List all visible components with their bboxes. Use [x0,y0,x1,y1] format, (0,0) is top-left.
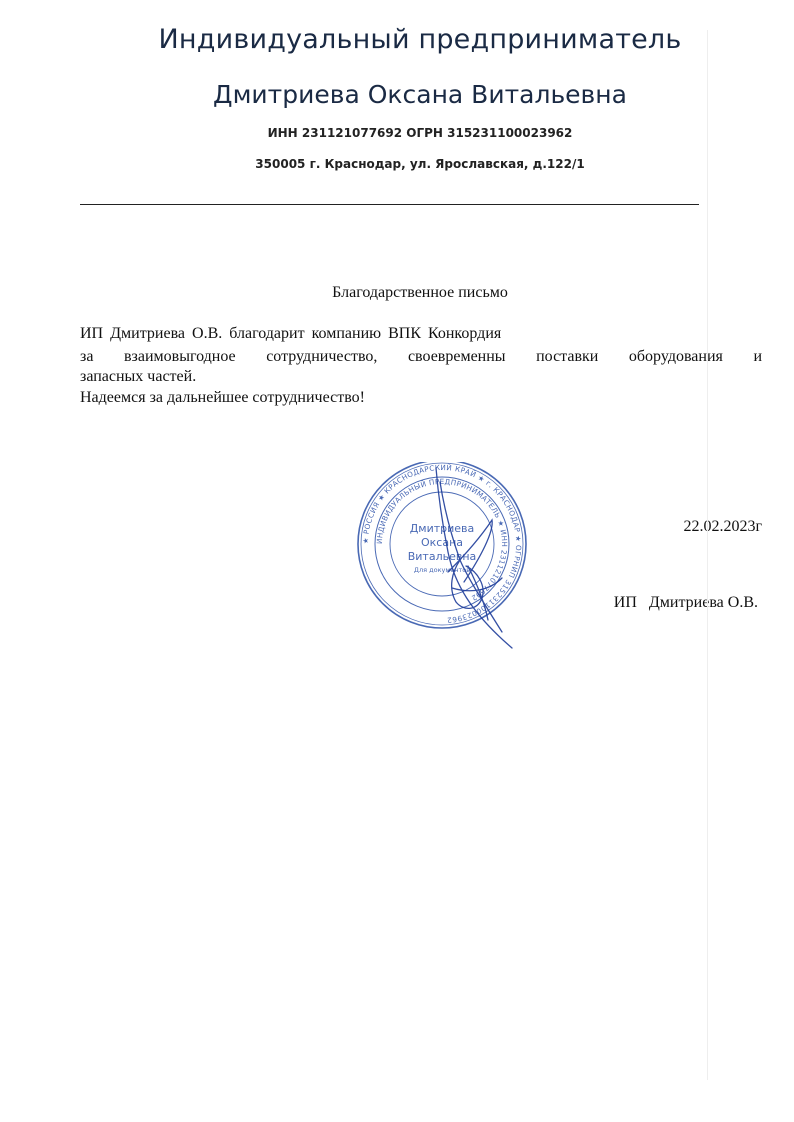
body-line-2: за взаимовыгодное сотрудничество, своевременны поставки оборудования и [80,348,762,365]
letterhead-address: 350005 г. Краснодар, ул. Ярославская, д.122/1 [255,157,585,171]
letterhead-title: Индивидуальный предприниматель [158,24,682,55]
stamp-center-line-2: Оксана [420,536,464,549]
signer-name: ИП Дмитриева О.В. [613,594,758,611]
header-divider [80,204,699,205]
scan-edge-line [707,30,708,1080]
stamp-center-line-4: Для документов [413,566,471,574]
seal-stamp [352,462,532,662]
stamp-center-line-1: Дмитриева [409,522,475,535]
stamp-outer-text: ★ РОССИЯ ★ КРАСНОДАРСКИЙ КРАЙ ★ г. КРАСНОДАР ★ ОГРНИП 315231100023962 [360,462,524,625]
document-title: Благодарственное письмо [332,284,508,301]
body-line-4: Надеемся за дальнейшее сотрудничество! [80,389,365,406]
body-line-1: ИП Дмитриева О.В. благодарит компанию ВПК Конкордия [80,325,502,342]
body-line-3: запасных частей. [80,368,197,385]
letterhead-ids: ИНН 231121077692 ОГРН 315231100023962 [267,126,573,140]
letter-date: 22.02.2023г [683,518,762,535]
stamp-center-line-3: Витальевна [407,550,477,563]
letterhead-name: Дмитриева Оксана Витальевна [213,80,627,109]
stamp-inner-text: ИНДИВИДУАЛЬНЫЙ ПРЕДПРИНИМАТЕЛЬ ★ ИНН 231121077692 [374,476,510,603]
